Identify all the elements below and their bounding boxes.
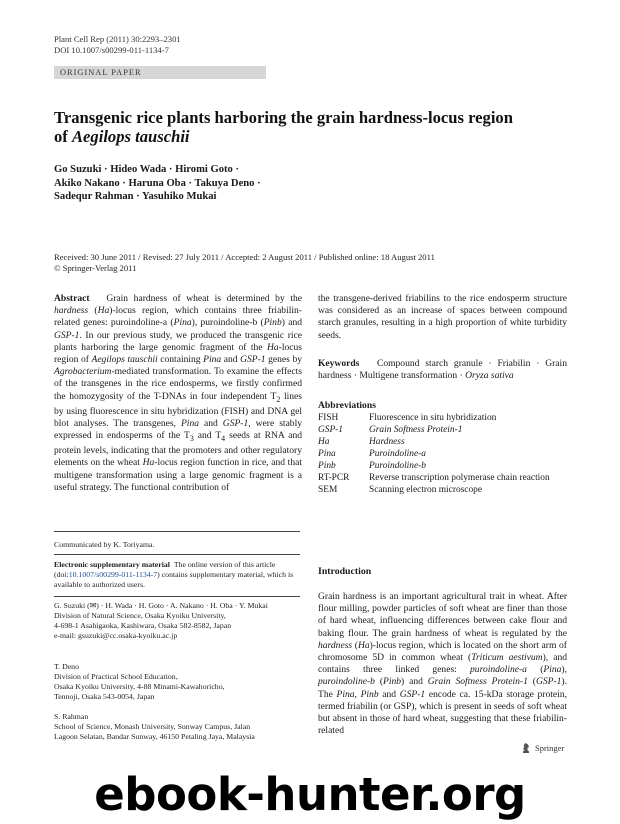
footnote-rule (54, 554, 300, 555)
abstract-text: Ha (142, 457, 155, 469)
abstract-text: Pina (203, 354, 222, 366)
supplementary-note (54, 560, 302, 590)
abstract-text: ( (88, 305, 98, 317)
esm-text: The online version of this article (doi: (54, 560, 276, 579)
abstract-text: ) and (281, 317, 302, 329)
footnote-rule (54, 531, 300, 532)
keywords-text: Oryza sativa (465, 370, 514, 382)
affiliation-line: School of Science, Monash University, Sunway Campus, Jalan (54, 722, 251, 731)
affiliation-email[interactable]: e-mail: gsuzuki@cc.osaka-kyoiku.ac.jp (54, 631, 178, 640)
keywords (318, 358, 567, 382)
intro-text: ( (374, 676, 383, 688)
abbreviation-key: RT-PCR (318, 473, 350, 483)
abstract-text: Grain hardness of wheat is determined by the (106, 293, 302, 304)
intro-text: )-locus region, which is located on the short arm of chromosome 5D in common wheat ( (318, 639, 567, 664)
copyright-line: © Springer-Verlag 2011 (54, 263, 137, 273)
doi-link[interactable]: 10.1007/s00299-011-1134-7 (68, 570, 158, 579)
abbreviation-key: Pina (318, 449, 336, 459)
intro-text: Pina (336, 688, 355, 700)
abstract-text: hardness (54, 305, 89, 317)
abbreviation-key: Pinb (318, 461, 336, 471)
subscript: 3 (189, 434, 194, 444)
introduction-body (318, 591, 567, 737)
keywords-text: Compound starch granule · Friabilin · Grain hardness · Multigene transformation · (318, 358, 567, 382)
intro-text: GSP-1 (535, 676, 562, 688)
intro-text: puroindoline-b (318, 676, 375, 688)
intro-text: ( (527, 676, 536, 688)
intro-text: Pinb (383, 676, 402, 688)
abbreviation-row (318, 484, 568, 496)
abstract-text: Aegilops tauschii (91, 354, 158, 366)
abstract-text: GSP-1 (240, 354, 266, 366)
title-line-1: Transgenic rice plants harboring the grain hardness-locus region (54, 108, 513, 127)
journal-doi: DOI 10.1007/s00299-011-1134-7 (54, 45, 169, 55)
abstract-text: GSP-1 (54, 329, 80, 341)
footnote-rule (54, 596, 300, 597)
affiliation-names: G. Suzuki (✉) · H. Wada · H. Goto · A. Nakano · H. Oba · Y. Mukai (54, 601, 268, 610)
abstract-text: Ha (97, 305, 110, 317)
affiliation-line: Division of Natural Science, Osaka Kyoiku University, (54, 611, 226, 620)
author-list (54, 163, 354, 204)
keywords-label: Keywords (318, 358, 360, 369)
intro-text: puroindoline-a (470, 664, 527, 676)
intro-text: Ha (357, 639, 370, 651)
affiliation-line: Osaka Kyoiku University, 4-88 Minami-Kawahoricho, (54, 682, 225, 691)
abbreviation-value: Fluorescence in situ hybridization (369, 413, 497, 423)
abstract-text: GSP-1 (222, 417, 249, 429)
intro-text: ( (526, 664, 544, 676)
affiliation-1 (54, 601, 302, 641)
abbreviation-key: Ha (318, 437, 330, 447)
affiliation-line: Division of Practical School Education, (54, 672, 178, 681)
abbreviation-row (318, 472, 568, 484)
abstract-continuation: the transgene-derived friabilins to the rice endosperm structure was considered as an increase of spaces between compound starch granules, resulting in a high proportion of white turbidity seeds. (318, 293, 567, 341)
abstract-text: containing (157, 354, 204, 366)
abstract-text: -locus region of (54, 341, 302, 366)
paper-title (54, 108, 574, 146)
abbreviations-title: Abbreviations (318, 400, 376, 411)
abbreviation-row (318, 460, 568, 472)
abstract-text: ), puroindoline-b ( (191, 317, 264, 329)
affiliation-3 (54, 712, 302, 742)
intro-text: GSP-1 (399, 688, 426, 700)
abstract-text: genes by (265, 354, 303, 366)
abbreviations-list (318, 412, 568, 496)
abbreviation-key: SEM (318, 485, 338, 495)
intro-text: encode ca. 15-kDa storage protein, termed friabilin (or GSP), which is present in seeds of soft wheat but absent in those of hard wheat, suggesting that these friabilin-related (318, 688, 567, 737)
title-line-2 (54, 127, 574, 146)
affiliation-names: S. Rahman (54, 712, 89, 721)
intro-text: Pinb (360, 688, 379, 700)
abstract-label: Abstract (54, 293, 90, 304)
authors-line-3: Sadequr Rahman · Yasuhiko Mukai (54, 191, 217, 202)
abstract-text: Pina (173, 317, 192, 329)
abbreviation-value: Grain Softness Protein-1 (369, 425, 463, 435)
abstract-text: seeds at RNA and protein levels, indicating that the promoters and other regulatory elements on the wheat (54, 430, 303, 469)
intro-text: and (378, 688, 400, 700)
title-prefix: of (54, 127, 72, 146)
abstract-text: )-locus region, which contains three friabilin-related genes: puroindoline-a ( (54, 305, 302, 329)
affiliation-line: Tennoji, Osaka 543-0054, Japan (54, 692, 155, 701)
abstract-text: Ha (266, 341, 279, 353)
affiliation-2 (54, 662, 302, 702)
abstract-text: Agrobacterium (54, 366, 112, 378)
abbreviation-value: Puroindoline-b (369, 461, 426, 471)
publication-dates (54, 252, 574, 274)
affiliation-line: 4-698-1 Asahigaoka, Kashiwara, Osaka 582-8582, Japan (54, 621, 232, 630)
abbreviation-value: Hardness (369, 437, 405, 447)
abstract-text: and (221, 354, 241, 366)
authors-line-2: Akiko Nakano · Haruna Oba · Takuya Deno · (54, 177, 261, 189)
abstract (54, 293, 302, 494)
abstract-text: Pinb (263, 317, 282, 329)
section-label: ORIGINAL PAPER (54, 66, 266, 79)
intro-text: hardness (318, 639, 353, 651)
introduction-heading: Introduction (318, 566, 372, 577)
intro-text: Grain Softness Protein-1 (427, 676, 528, 688)
abbreviation-key: FISH (318, 413, 339, 423)
abstract-text: and (199, 417, 223, 429)
abstract-text: -mediated transformation. To examine the effects of the transgenes in the rice endosperms, we firstly confirmed the homozygosity of the T-DNAs in four independent T (54, 366, 302, 402)
intro-text: Pina (543, 664, 562, 676)
publisher-logo (520, 742, 564, 754)
esm-label: Electronic supplementary material (54, 560, 170, 569)
intro-text: ), (561, 664, 567, 676)
journal-citation: Plant Cell Rep (2011) 30:2293–2301 (54, 34, 181, 44)
abbreviation-row (318, 436, 568, 448)
intro-text: Grain hardness is an important agricultural trait in wheat. After flour milling, powder particles of soft wheat are finer than those of hard wheat, influencing differences between cake flour and baking flour. The grain hardness of wheat is regulated by the (318, 591, 567, 639)
abbreviation-value: Reverse transcription polymerase chain reaction (369, 473, 550, 483)
subscript: 2 (276, 394, 281, 404)
abstract-text: . In our previous study, we produced the transgenic rice plants harboring the large genomic fragment of the (54, 329, 302, 353)
abbreviation-row (318, 448, 568, 460)
abstract-text: lines by using fluorescence in situ hybridization (FISH) and DNA gel blot analyses. The transgenes, (54, 390, 302, 429)
publisher-name: Springer (535, 743, 565, 753)
intro-text: ). The (318, 676, 567, 700)
abstract-text: , were stably expressed in endosperms of the T (54, 417, 303, 442)
communicated-by: Communicated by K. Toriyama. (54, 540, 155, 549)
abbreviation-row (318, 424, 568, 436)
abstract-text: -locus region function in rice, and that multigene transformation using a large genomic fragment is a useful strategy. The functional contribution of (54, 457, 302, 493)
abstract-text: Pina (180, 417, 199, 429)
intro-text: ), and contains three linked genes: (318, 652, 567, 676)
journal-header (54, 34, 181, 56)
esm-text: ) contains supplementary material, which is available to authorized users. (54, 570, 294, 589)
intro-text: , (354, 688, 361, 700)
affiliation-line: Lagoon Selatan, Bandar Sunway, 46150 Petaling Jaya, Malaysia (54, 732, 255, 741)
dates-line: Received: 30 June 2011 / Revised: 27 July 2011 / Accepted: 2 August 2011 / Published online: 18 August 2011 (54, 252, 435, 262)
affiliation-names: T. Deno (54, 662, 79, 671)
abbreviation-row (318, 412, 568, 424)
abbreviation-key: GSP-1 (318, 425, 343, 435)
watermark: ebook-hunter.org (94, 768, 526, 821)
abbreviation-value: Scanning electron microscope (369, 485, 482, 495)
abstract-text: and T (193, 430, 222, 442)
intro-text: ) and (401, 676, 428, 688)
abbreviation-value: Puroindoline-a (369, 449, 426, 459)
authors-line-1: Go Suzuki · Hideo Wada · Hiromi Goto · (54, 164, 240, 175)
intro-text: Triticum aestivum (471, 652, 543, 664)
subscript: 4 (221, 434, 226, 444)
chess-knight-icon (520, 742, 532, 754)
intro-text: ( (352, 639, 358, 651)
title-species: Aegilops tauschii (71, 127, 190, 146)
